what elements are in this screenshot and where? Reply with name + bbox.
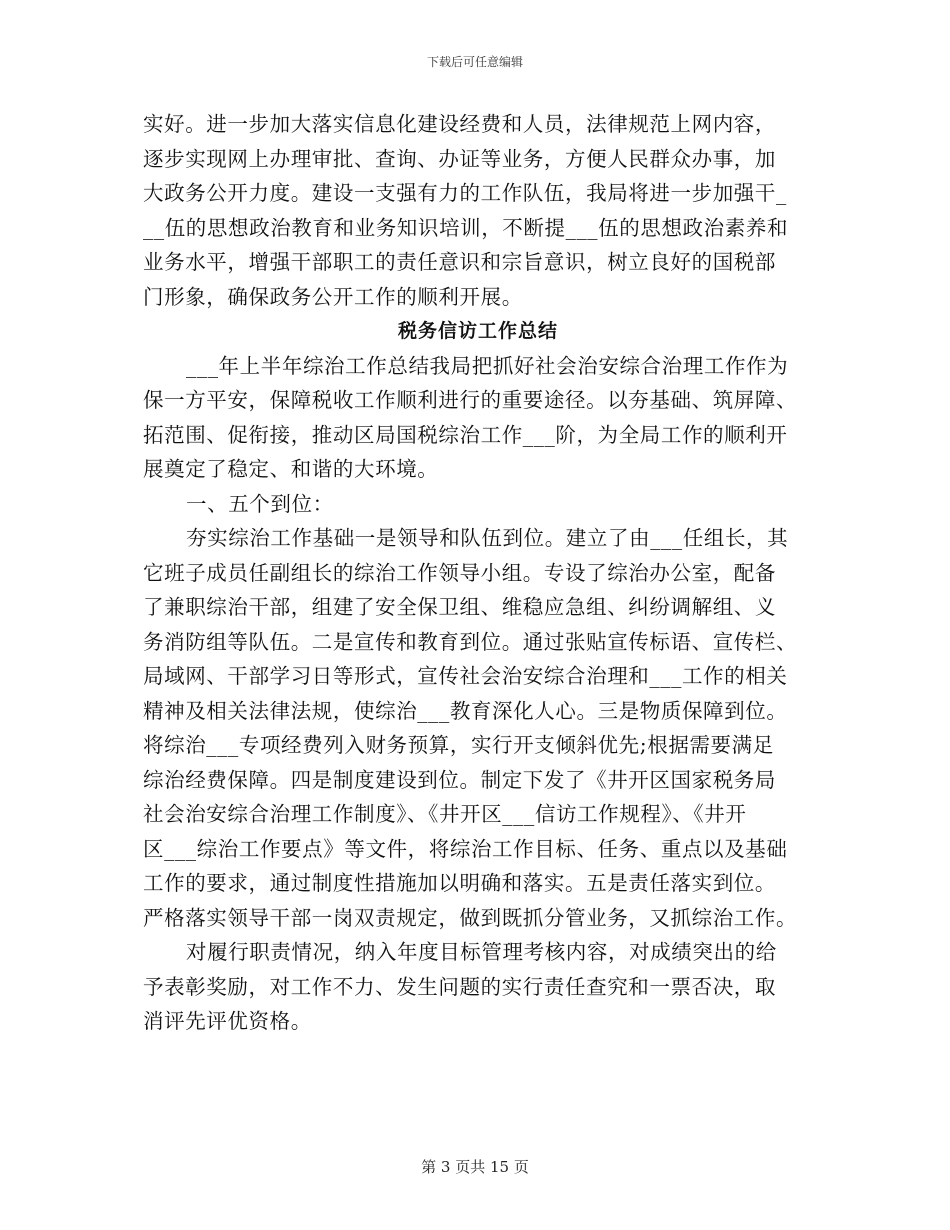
paragraph-line: 精神及相关法律法规，使综治___教育深化人心。三是物质保障到位。 — [143, 698, 788, 723]
paragraph-line: 对履行职责情况，纳入年度目标管理考核内容，对成绩突出的给 — [186, 940, 777, 964]
paragraph-line: 区___综治工作要点》等文件，将综治工作目标、任务、重点以及基础 — [143, 836, 788, 861]
paragraph-line: 逐步实现网上办理审批、查询、办证等业务，方便人民群众办事，加 — [143, 146, 776, 171]
paragraph-line: 务消防组等队伍。二是宣传和教育到位。通过张贴宣传标语、宣传栏、 — [143, 629, 798, 654]
paragraph-line: 实好。进一步加大落实信息化建设经费和人员，法律规范上网内容， — [143, 112, 776, 136]
document-body — [143, 107, 813, 1039]
paragraph-line: 大政务公开力度。建设一支强有力的工作队伍，我局将进一步加强干_ — [143, 181, 787, 205]
paragraph-line: 局域网、干部学习日等形式，宣传社会治安综合治理和___工作的相关 — [143, 664, 788, 688]
paragraph-line: 夯实综治工作基础一是领导和队伍到位。建立了由___任组长，其 — [186, 526, 789, 550]
paragraph-line: 门形象，确保政务公开工作的顺利开展。 — [143, 284, 523, 309]
paragraph-line: 消评先评优资格。 — [143, 1009, 312, 1033]
paragraph-line: 了兼职综治干部，组建了安全保卫组、维稳应急组、纠纷调解组、义 — [143, 595, 776, 619]
paragraph-line: 综治经费保障。四是制度建设到位。制定下发了《井开区国家税务局 — [143, 767, 776, 792]
paragraph-line: 将综治___专项经费列入财务预算，实行开支倾斜优先;根据需要满足 — [143, 733, 774, 757]
paragraph-line: 严格落实领导干部一岗双责规定，做到既抓分管业务，又抓综治工作。 — [143, 905, 798, 930]
section-title: 税务信访工作总结 — [397, 320, 558, 342]
paragraph-line: 予表彰奖励，对工作不力、发生问题的实行责任查究和一票否决，取 — [143, 974, 776, 999]
page-number: 第 3 页共 15 页 — [421, 1158, 529, 1176]
paragraph-line: 展奠定了稳定、和谐的大环境。 — [143, 457, 439, 481]
page-header: 下载后可任意编辑 — [426, 55, 523, 69]
paragraph-line: ___年上半年综治工作总结我局把抓好社会治安综合治理工作作为 — [186, 353, 789, 378]
subheading: 一、五个到位： — [186, 491, 334, 516]
paragraph-line: 保一方平安，保障税收工作顺利进行的重要途径。以夯基础、筑屏障、 — [143, 388, 798, 412]
paragraph-line: 拓范围、促衔接，推动区局国税综治工作___阶，为全局工作的顺利开 — [143, 422, 788, 447]
paragraph-line: 工作的要求，通过制度性措施加以明确和落实。五是责任落实到位。 — [143, 871, 776, 895]
paragraph-line: __伍的思想政治教育和业务知识培训，不断提___伍的思想政治素养和 — [143, 215, 789, 240]
paragraph-line: 它班子成员任副组长的综治工作领导小组。专设了综治办公室，配备 — [143, 560, 776, 585]
paragraph-line: 业务水平，增强干部职工的责任意识和宗旨意识，树立良好的国税部 — [143, 250, 776, 274]
paragraph-line: 社会治安综合治理工作制度》、《井开区___信访工作规程》、《井开 — [143, 802, 747, 826]
